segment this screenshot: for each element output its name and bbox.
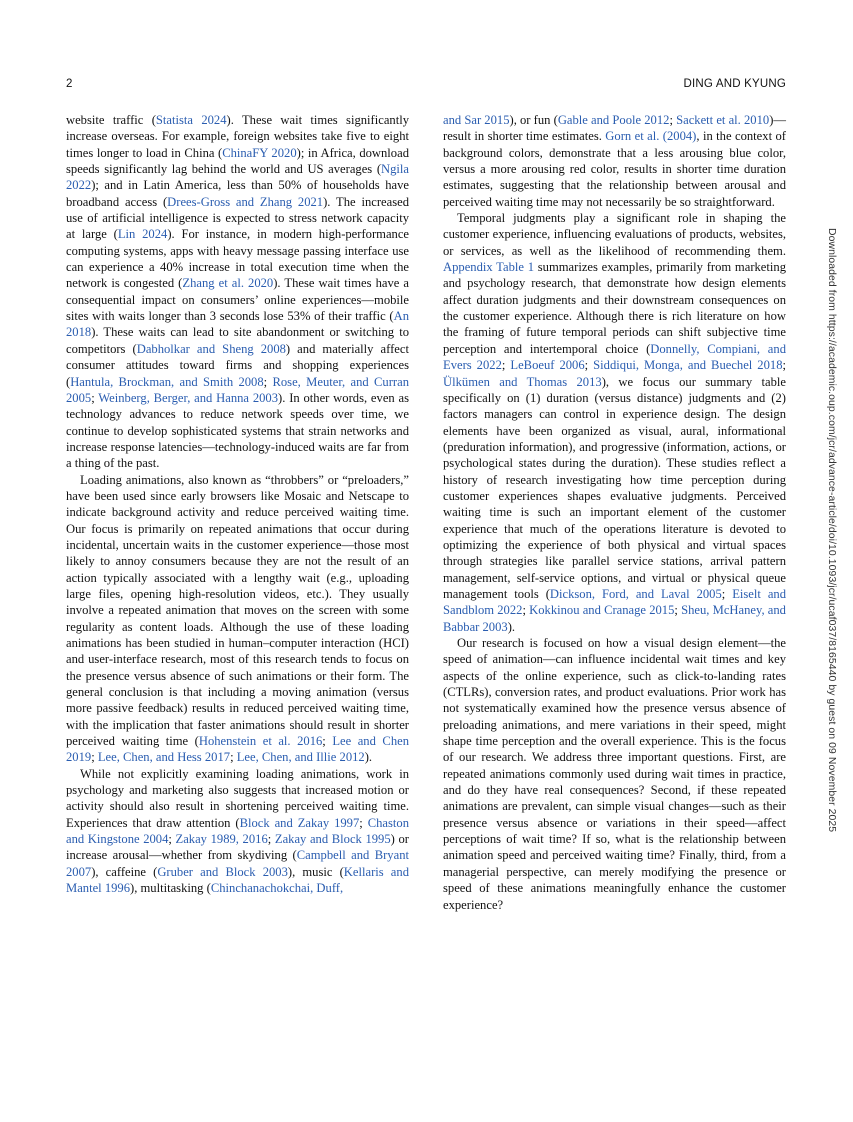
body-text: ; xyxy=(669,113,677,127)
citation-link[interactable]: Hohenstein et al. 2016 xyxy=(198,734,323,749)
citation-link[interactable]: Zakay and Block 1995 xyxy=(274,832,391,847)
download-watermark: Downloaded from https://academic.oup.com/jcr/advance-article/doi/10.1093/jcr/ucaf037/8165440 by guest on 09 November 2025 xyxy=(826,228,837,833)
citation-link[interactable]: Eiselt and Sandblom 2022 xyxy=(443,586,787,618)
body-text: ). xyxy=(364,750,373,765)
body-text: ). These wait times significantly increase overseas. For example, foreign websites take five to eight times longer to load in China ( xyxy=(66,113,410,160)
body-text: ). In other words, even as technology advances to reduce network speeds over time, we continue to develop sophisticated systems that strain networks and increase response latencies—technology-induced waits are far from a thing of the past. xyxy=(66,390,410,471)
body-text: ; xyxy=(91,390,99,405)
body-text: ; xyxy=(91,750,98,765)
running-title: DING AND KYUNG xyxy=(683,78,786,90)
citation-link[interactable]: Chinchanachokchai, Duff, xyxy=(210,881,344,896)
citation-link[interactable]: Statista 2024 xyxy=(155,113,227,127)
paragraph xyxy=(443,112,786,210)
citation-link[interactable]: Gruber and Block 2003 xyxy=(157,864,288,879)
citation-link[interactable]: Lin 2024 xyxy=(117,227,168,242)
body-text: ), we focus our summary table specifically on (1) duration (versus distance) judgments and (2) factors managers can control in experience design. The design elements have been organized as visual, aural, informational (preduration information), and progressive (information, actions, or psychological states during the duration). These studies reflect a history of research investigating how time perception during customer experiences shapes evaluative judgments. Perceived waiting time is such an important element of the customer experience that much of the operations literature is devoted to optimizing the experience of both physical and virtual spaces through strategies like parallel service stations, arrival pattern management, self-service options, and virtual or physical queue management tools ( xyxy=(443,374,786,601)
body-text: )—result in shorter time estimates. xyxy=(443,113,786,144)
body-text: ) and materially affect consumer attitudes toward firms and shopping experiences ( xyxy=(66,341,409,389)
paragraph xyxy=(66,112,409,472)
citation-link[interactable]: Sheu, McHaney, and Babbar 2003 xyxy=(443,603,786,634)
body-text: ; xyxy=(674,603,682,618)
body-text: ; xyxy=(322,734,333,749)
citation-link[interactable]: Kellaris and Mantel 1996 xyxy=(66,864,409,896)
right-column xyxy=(443,112,786,913)
citation-link[interactable]: Siddiqui, Monga, and Buechel 2018 xyxy=(593,358,783,373)
citation-link[interactable]: Lee, Chen, and Illie 2012 xyxy=(236,750,365,765)
citation-link[interactable]: and Sar 2015 xyxy=(443,113,510,127)
citation-link[interactable]: Weinberg, Berger, and Hanna 2003 xyxy=(98,390,279,405)
body-text: ). The increased use of artificial intelligence is expected to stress network capacity at large ( xyxy=(66,194,409,242)
body-text: ); in Africa, download speeds significantly lag behind the world and US averages ( xyxy=(66,145,409,177)
body-text: ), caffeine ( xyxy=(91,864,158,879)
body-text: ), music ( xyxy=(287,864,344,879)
body-text: ; xyxy=(584,358,594,373)
citation-link[interactable]: Drees-Gross and Zhang 2021 xyxy=(167,194,324,209)
paragraph xyxy=(66,472,409,766)
citation-link[interactable]: Chaston and Kingstone 2004 xyxy=(66,815,409,847)
citation-link[interactable]: Ngila 2022 xyxy=(66,162,409,193)
citation-link[interactable]: Block and Zakay 1997 xyxy=(239,815,360,830)
body-text: summarizes examples, primarily from marketing and psychology research, that demonstrate how design elements affect duration judgments and their downstream consequences on the customer experience. Although there is rich literature on how the framing of future temporal periods can shift subjective time perception and intertemporal choice ( xyxy=(443,260,786,356)
citation-link[interactable]: Lee, Chen, and Hess 2017 xyxy=(97,750,231,765)
citation-link[interactable]: Dickson, Ford, and Laval 2005 xyxy=(549,586,722,601)
citation-link[interactable]: Gorn et al. (2004) xyxy=(605,129,697,144)
citation-link[interactable]: Lee and Chen 2019 xyxy=(66,734,410,765)
body-text: While not explicitly examining loading animations, work in psychology and marketing also suggests that increased motion or activity should also result in shortening perceived waiting time. Experiences that draw attention ( xyxy=(66,766,409,830)
citation-link[interactable]: ChinaFY 2020 xyxy=(222,145,297,160)
citation-link[interactable]: Sackett et al. 2010 xyxy=(676,113,770,127)
paragraph xyxy=(443,210,786,635)
citation-link[interactable]: Campbell and Bryant 2007 xyxy=(66,848,409,879)
body-text: Temporal judgments play a significant role in shaping the customer experience, influencing evaluations of products, websites, or services, as well as the likelihood of recommending them. xyxy=(443,211,786,258)
body-text: ), multitasking ( xyxy=(130,881,211,896)
citation-link[interactable]: Rose, Meuter, and Curran 2005 xyxy=(66,374,409,405)
body-text: ). These wait times have a consequential impact on consumers’ online experiences—mobile sites with waits longer than 3 seconds lose 53% of their traffic ( xyxy=(66,276,409,324)
body-text: ; xyxy=(522,603,530,618)
citation-link[interactable]: Hantula, Brockman, and Smith 2008 xyxy=(70,374,264,389)
body-text: ; xyxy=(501,358,511,373)
body-text: ; xyxy=(168,832,176,847)
body-text: Our research is focused on how a visual design element—the speed of animation—can influence incidental wait times and key aspects of the online experience, such as click-to-landing rates (CTLRs), conversion rates, and product evaluations. Prior work has not systematically examined how the presence versus absence of preloading animations, and mere variations in their speed, might shape time perception and the overall experience. This is the focus of our research. We address three important questions. First, are repeated animations commonly used during wait times in practice, and do they have real consequences? Second, if these repeated animations are prevalent, can simple visual changes—such as their presence versus absence or variations in their speed—affect perceptions of wait time? If so, what is the relationship between animation speed and perceived waiting time? Finally, third, from a managerial perspective, can merely modifying the presence or speed of these animations meaningfully enhance the customer experience? xyxy=(443,636,786,912)
body-text: ; xyxy=(782,358,786,373)
citation-link[interactable]: LeBoeuf 2006 xyxy=(510,358,585,373)
running-head xyxy=(66,78,786,90)
citation-link[interactable]: Gable and Poole 2012 xyxy=(557,113,670,127)
page-number: 2 xyxy=(66,78,73,90)
body-text: ); and in Latin America, less than 50% of households have broadband access ( xyxy=(66,178,409,209)
body-text: ; xyxy=(230,750,237,765)
citation-link[interactable]: Appendix Table 1 xyxy=(443,260,535,275)
citation-link[interactable]: Dabholkar and Sheng 2008 xyxy=(136,341,286,356)
body-text: ). For instance, in modern high-performance computing systems, apps with heavy message passing interface use can experience a 40% increase in total execution time when the network is congested ( xyxy=(66,227,410,291)
body-text: website traffic ( xyxy=(66,113,156,127)
body-text: ) or increase arousal—whether from skydiving ( xyxy=(66,832,409,863)
citation-link[interactable]: Donnelly, Compiani, and Evers 2022 xyxy=(443,341,786,373)
paragraph xyxy=(66,766,409,897)
body-text: , in the context of background colors, demonstrate that a less arousing blue color, versus a more arousing red color, results in shorter time duration estimates, suggesting that the relationship between arousal and perceived waiting time may not necessarily be so straightforward. xyxy=(443,129,786,209)
body-text: ; xyxy=(267,832,275,847)
body-text: ; xyxy=(721,586,733,601)
citation-link[interactable]: Zakay 1989, 2016 xyxy=(175,832,268,847)
citation-link[interactable]: Ülkümen and Thomas 2013 xyxy=(443,374,602,389)
citation-link[interactable]: Kokkinou and Cranage 2015 xyxy=(529,603,675,618)
paragraph xyxy=(443,635,786,913)
citation-link[interactable]: An 2018 xyxy=(66,309,409,340)
body-text: ). These waits can lead to site abandonment or switching to competitors ( xyxy=(66,325,409,356)
body-text: ). xyxy=(507,619,516,634)
body-text: Loading animations, also known as “throbbers” or “preloaders,” have been used since early browsers like Mosaic and Netscape to indicate background activity and reduce perceived waiting time. Our focus is primarily on repeated animations that occur during incidental, uncertain waits in the customer experience—those most likely to annoy consumers because they are not the result of an action typically associated with a lengthy wait (e.g., uploading large files, opening high-resolution videos, etc.). They usually involve a repeated animation that moves on the screen with some regularity as content loads. Although the use of these loading animations has been studied in human–computer interaction (HCI) and user-interface research, most of this research tends to focus on the presence versus absence of such animations or their form. The general conclusion is that including a moving animation (versus more passive feedback) results in reduced perceived waiting time, with the implication that faster animations should result in shorter perceived waiting time ( xyxy=(66,472,409,749)
body-text: ), or fun ( xyxy=(509,113,558,127)
left-column xyxy=(66,112,409,897)
body-text: ; xyxy=(263,374,273,389)
citation-link[interactable]: Zhang et al. 2020 xyxy=(182,276,274,291)
body-text: ; xyxy=(359,815,368,830)
